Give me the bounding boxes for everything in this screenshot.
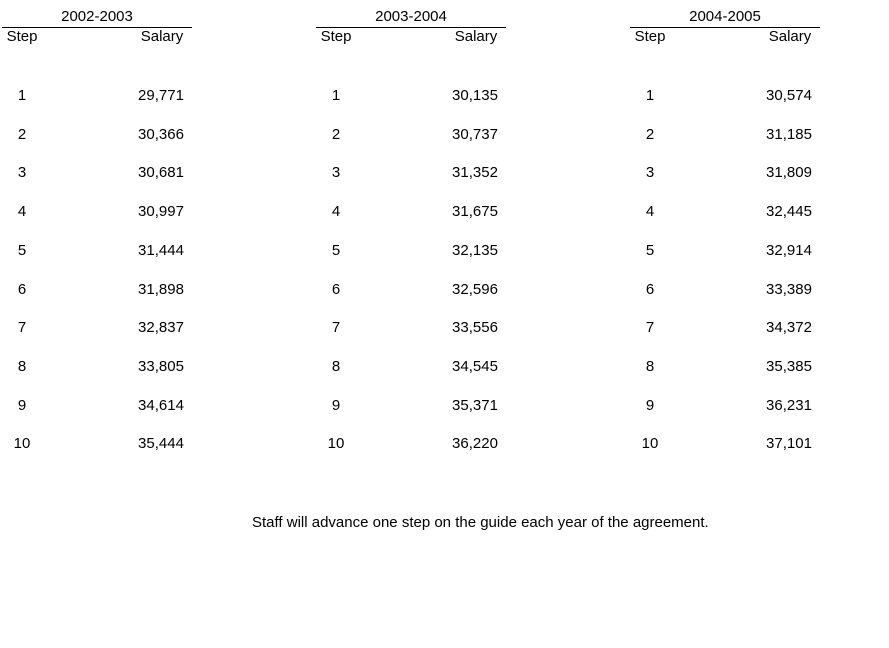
step-cell: 6 bbox=[645, 281, 655, 298]
step-cell: 8 bbox=[331, 358, 341, 375]
salary-cell: 32,135 bbox=[452, 242, 498, 259]
year-header: 2003-2004 bbox=[316, 8, 506, 28]
step-cell: 4 bbox=[17, 203, 27, 220]
table-row bbox=[316, 241, 506, 261]
salary-table-2004-2005 bbox=[630, 0, 820, 470]
step-cell: 10 bbox=[13, 435, 31, 452]
table-row bbox=[2, 318, 192, 338]
table-row bbox=[2, 202, 192, 222]
table-row bbox=[630, 357, 820, 377]
step-cell: 6 bbox=[17, 281, 27, 298]
salary-cell: 35,371 bbox=[452, 397, 498, 414]
table-row bbox=[630, 396, 820, 416]
salary-cell: 32,837 bbox=[138, 319, 184, 336]
step-cell: 4 bbox=[645, 203, 655, 220]
step-cell: 1 bbox=[17, 87, 27, 104]
salary-cell: 32,445 bbox=[766, 203, 812, 220]
table-row bbox=[630, 202, 820, 222]
table-row bbox=[2, 434, 192, 454]
salary-column-header: Salary bbox=[768, 28, 812, 45]
step-cell: 2 bbox=[645, 126, 655, 143]
salary-column-header: Salary bbox=[454, 28, 498, 45]
salary-cell: 31,809 bbox=[766, 164, 812, 181]
salary-cell: 32,596 bbox=[452, 281, 498, 298]
salary-cell: 35,444 bbox=[138, 435, 184, 452]
step-cell: 2 bbox=[17, 126, 27, 143]
table-row bbox=[630, 125, 820, 145]
table-row bbox=[316, 280, 506, 300]
step-cell: 2 bbox=[331, 126, 341, 143]
table-row bbox=[316, 202, 506, 222]
step-cell: 5 bbox=[17, 242, 27, 259]
table-row bbox=[630, 163, 820, 183]
table-row bbox=[2, 241, 192, 261]
salary-cell: 33,389 bbox=[766, 281, 812, 298]
step-cell: 10 bbox=[327, 435, 345, 452]
table-row bbox=[2, 125, 192, 145]
salary-cell: 30,997 bbox=[138, 203, 184, 220]
table-row bbox=[2, 357, 192, 377]
step-cell: 8 bbox=[645, 358, 655, 375]
salary-cell: 31,675 bbox=[452, 203, 498, 220]
salary-cell: 31,898 bbox=[138, 281, 184, 298]
table-row bbox=[2, 163, 192, 183]
step-cell: 5 bbox=[645, 242, 655, 259]
year-header: 2004-2005 bbox=[630, 8, 820, 28]
salary-cell: 34,372 bbox=[766, 319, 812, 336]
step-cell: 7 bbox=[645, 319, 655, 336]
salary-column-header: Salary bbox=[140, 28, 184, 45]
salary-cell: 33,805 bbox=[138, 358, 184, 375]
salary-cell: 30,681 bbox=[138, 164, 184, 181]
table-row bbox=[630, 280, 820, 300]
step-cell: 8 bbox=[17, 358, 27, 375]
salary-cell: 30,737 bbox=[452, 126, 498, 143]
table-row bbox=[316, 357, 506, 377]
step-column-header: Step bbox=[6, 28, 38, 45]
table-row bbox=[2, 86, 192, 106]
table-row bbox=[630, 434, 820, 454]
table-row bbox=[630, 241, 820, 261]
salary-cell: 31,185 bbox=[766, 126, 812, 143]
step-cell: 3 bbox=[331, 164, 341, 181]
step-cell: 3 bbox=[645, 164, 655, 181]
table-row bbox=[316, 125, 506, 145]
salary-cell: 30,574 bbox=[766, 87, 812, 104]
salary-cell: 36,220 bbox=[452, 435, 498, 452]
step-cell: 4 bbox=[331, 203, 341, 220]
step-cell: 1 bbox=[645, 87, 655, 104]
table-row bbox=[630, 86, 820, 106]
salary-cell: 33,556 bbox=[452, 319, 498, 336]
step-column-header: Step bbox=[634, 28, 666, 45]
table-row bbox=[316, 396, 506, 416]
salary-cell: 37,101 bbox=[766, 435, 812, 452]
salary-cell: 31,444 bbox=[138, 242, 184, 259]
salary-cell: 30,135 bbox=[452, 87, 498, 104]
step-cell: 1 bbox=[331, 87, 341, 104]
step-cell: 6 bbox=[331, 281, 341, 298]
salary-cell: 34,614 bbox=[138, 397, 184, 414]
step-cell: 5 bbox=[331, 242, 341, 259]
step-cell: 10 bbox=[641, 435, 659, 452]
table-row bbox=[2, 280, 192, 300]
step-cell: 7 bbox=[331, 319, 341, 336]
table-row bbox=[316, 318, 506, 338]
salary-cell: 35,385 bbox=[766, 358, 812, 375]
step-column-header: Step bbox=[320, 28, 352, 45]
step-cell: 3 bbox=[17, 164, 27, 181]
table-row bbox=[316, 86, 506, 106]
salary-cell: 31,352 bbox=[452, 164, 498, 181]
step-cell: 9 bbox=[645, 397, 655, 414]
salary-cell: 32,914 bbox=[766, 242, 812, 259]
table-row bbox=[630, 318, 820, 338]
table-row bbox=[2, 396, 192, 416]
year-header: 2002-2003 bbox=[2, 8, 192, 28]
salary-table-2003-2004 bbox=[316, 0, 506, 470]
table-row bbox=[316, 434, 506, 454]
salary-table-2002-2003 bbox=[2, 0, 192, 470]
salary-cell: 29,771 bbox=[138, 87, 184, 104]
step-cell: 9 bbox=[331, 397, 341, 414]
salary-cell: 30,366 bbox=[138, 126, 184, 143]
salary-cell: 36,231 bbox=[766, 397, 812, 414]
step-cell: 7 bbox=[17, 319, 27, 336]
step-cell: 9 bbox=[17, 397, 27, 414]
table-row bbox=[316, 163, 506, 183]
salary-cell: 34,545 bbox=[452, 358, 498, 375]
advancement-note: Staff will advance one step on the guide each year of the agreement. bbox=[252, 514, 709, 531]
